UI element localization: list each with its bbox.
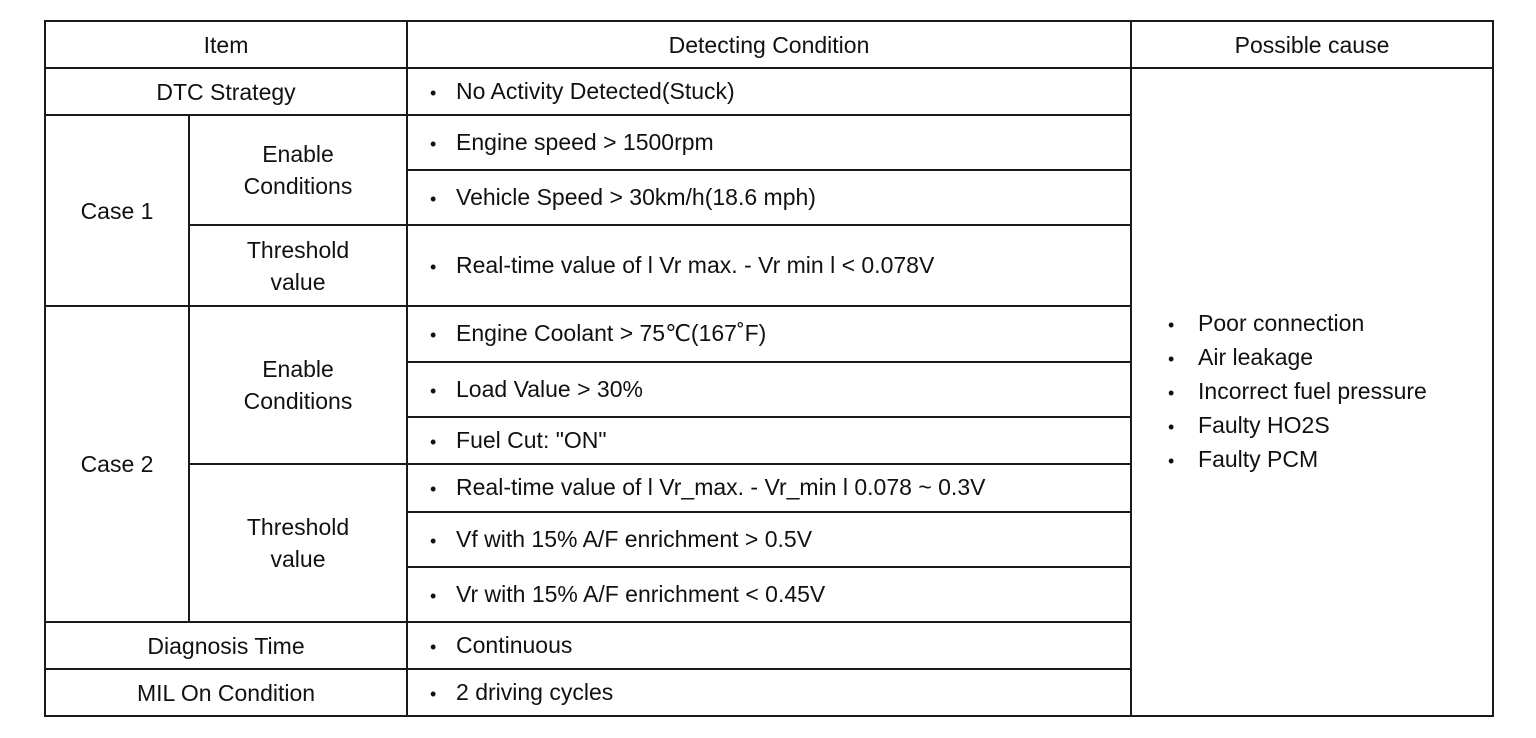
diagnosis-time-condition: • Continuous	[407, 622, 1131, 669]
case1-enable-label	[189, 115, 407, 225]
case2-enable-condition: • Fuel Cut: "ON"	[407, 417, 1131, 464]
case1-enable-label-line1: Enable	[262, 141, 334, 167]
dtc-strategy-condition: • No Activity Detected(Stuck)	[407, 68, 1131, 115]
dtc-strategy-label: DTC Strategy	[45, 68, 407, 115]
cause-item: • Poor connection	[1168, 307, 1492, 341]
case2-enable-condition: • Load Value > 30%	[407, 362, 1131, 417]
dtc-strategy-row	[45, 68, 1493, 115]
case2-enable-label-line2: Conditions	[243, 388, 353, 414]
possible-cause-list	[1168, 307, 1492, 477]
case2-enable-condition: • Engine Coolant > 75℃(167˚F)	[407, 306, 1131, 362]
case2-threshold-value: • Vr with 15% A/F enrichment < 0.45V	[407, 567, 1131, 622]
case1-threshold-label-line2: value	[270, 268, 326, 295]
cause-item: • Incorrect fuel pressure	[1168, 375, 1492, 409]
case1-label: Case 1	[45, 115, 189, 306]
dtc-spec-table	[44, 20, 1494, 717]
header-detecting-condition: Detecting Condition	[407, 21, 1131, 68]
case2-threshold-label	[189, 464, 407, 622]
case2-threshold-value: • Vf with 15% A/F enrichment > 0.5V	[407, 512, 1131, 567]
case1-enable-label-line2: Conditions	[243, 173, 353, 199]
case2-label: Case 2	[45, 306, 189, 622]
case2-threshold-label-line2: value	[270, 546, 326, 572]
cause-item: • Faulty PCM	[1168, 443, 1492, 477]
case1-threshold-value: • Real-time value of l Vr max. - Vr min l < 0.078V	[407, 225, 1131, 306]
case2-enable-label-line1: Enable	[262, 356, 334, 382]
case1-threshold-label-line1: Threshold	[246, 236, 350, 263]
case1-enable-condition: • Engine speed > 1500rpm	[407, 115, 1131, 170]
cause-item: • Faulty HO2S	[1168, 409, 1492, 443]
mil-on-label: MIL On Condition	[45, 669, 407, 716]
case2-threshold-value: • Real-time value of l Vr_max. - Vr_min l 0.078 ~ 0.3V	[407, 464, 1131, 512]
mil-on-condition: • 2 driving cycles	[407, 669, 1131, 716]
case2-enable-label	[189, 306, 407, 464]
case1-threshold-label	[189, 225, 407, 306]
possible-cause-cell	[1131, 68, 1493, 716]
case2-threshold-label-line1: Threshold	[246, 514, 350, 540]
header-item: Item	[45, 21, 407, 68]
cause-item: • Air leakage	[1168, 341, 1492, 375]
case1-enable-condition: • Vehicle Speed > 30km/h(18.6 mph)	[407, 170, 1131, 225]
header-row	[45, 21, 1493, 68]
header-possible-cause: Possible cause	[1131, 21, 1493, 68]
diagnosis-time-label: Diagnosis Time	[45, 622, 407, 669]
